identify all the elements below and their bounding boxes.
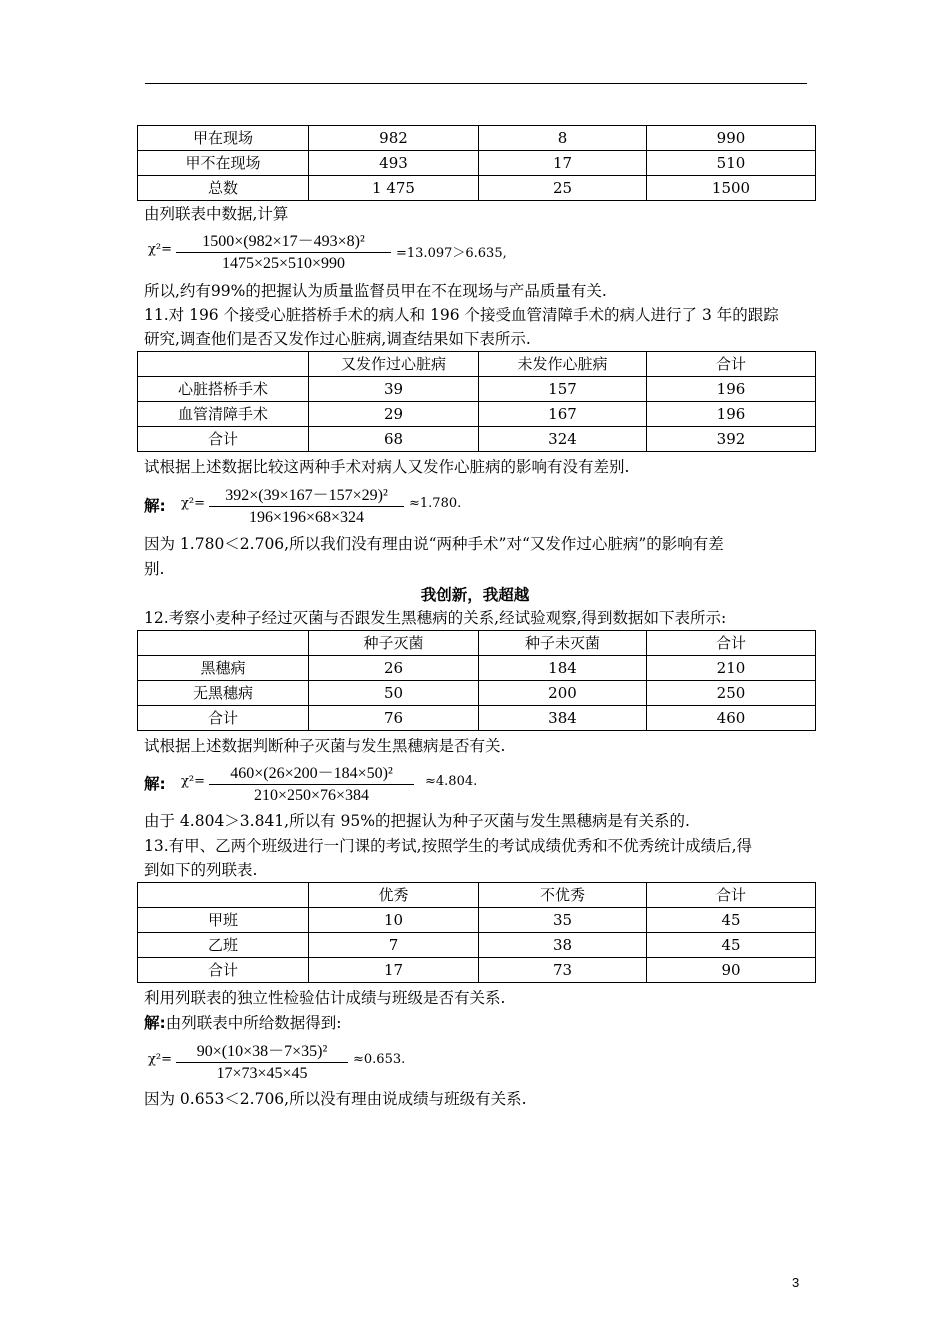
numerator: 460×(26×200－184×50)² — [230, 765, 393, 782]
calc-intro: 由列联表中数据,计算 — [144, 205, 289, 223]
table-row — [138, 656, 816, 681]
table-3 — [137, 630, 816, 731]
table-cell: 种子未灭菌 — [479, 631, 647, 656]
table-cell: 种子灭菌 — [309, 631, 479, 656]
table-cell: 乙班 — [138, 933, 309, 958]
fraction-bar — [176, 252, 391, 253]
table-cell: 460 — [647, 706, 816, 731]
table-row — [138, 352, 816, 377]
solution-label: 解: — [144, 775, 166, 793]
fraction-bar — [176, 1062, 348, 1063]
table-cell: 甲在现场 — [138, 126, 309, 151]
header-rule — [145, 83, 807, 84]
table-cell: 合计 — [647, 631, 816, 656]
table-cell: 184 — [479, 656, 647, 681]
denominator: 1475×25×510×990 — [221, 255, 346, 272]
solution-label: 解: — [144, 497, 166, 515]
table-row — [138, 377, 816, 402]
table-row — [138, 427, 816, 452]
formula-3 — [181, 758, 521, 808]
table-cell: 26 — [309, 656, 479, 681]
table-cell: 50 — [309, 681, 479, 706]
solution-text: 由列联表中所给数据得到: — [165, 1014, 342, 1032]
question-13-line-1: 13.有甲、乙两个班级进行一门课的考试,按照学生的考试成绩优秀和不优秀统计成绩后,得 — [144, 837, 753, 855]
conclusion-11-line-2: 别. — [144, 560, 165, 578]
solution-label: 解: — [144, 1014, 166, 1032]
numerator: 90×(10×38－7×35)² — [196, 1043, 328, 1060]
fraction — [209, 480, 404, 530]
table-cell: 324 — [479, 427, 647, 452]
table-row — [138, 681, 816, 706]
table-cell: 196 — [647, 402, 816, 427]
table-cell: 优秀 — [309, 883, 479, 908]
conclusion-1: 所以,约有99%的把握认为质量监督员甲在不在现场与产品质量有关. — [144, 282, 607, 300]
table-cell: 8 — [479, 126, 647, 151]
chi-square-label: χ²= — [148, 242, 172, 257]
chi-square-label: χ²= — [181, 774, 205, 789]
table-cell: 45 — [647, 933, 816, 958]
table-4 — [137, 882, 816, 983]
denominator: 196×196×68×324 — [248, 509, 365, 526]
table-row — [138, 176, 816, 201]
table-cell: 384 — [479, 706, 647, 731]
table-cell: 29 — [309, 402, 479, 427]
table-cell: 7 — [309, 933, 479, 958]
solution-13 — [144, 1012, 341, 1034]
fraction — [209, 758, 414, 808]
result: =13.097＞6.635, — [396, 246, 507, 261]
table-cell: 未发作心脏病 — [479, 352, 647, 377]
table-row — [138, 883, 816, 908]
table-row — [138, 151, 816, 176]
table-cell: 合计 — [138, 958, 309, 983]
table-cell: 17 — [479, 151, 647, 176]
table-cell: 甲不在现场 — [138, 151, 309, 176]
table-cell: 493 — [309, 151, 479, 176]
question-13-line-2: 到如下的列联表. — [144, 861, 258, 879]
table-cell: 1500 — [647, 176, 816, 201]
table-cell: 35 — [479, 908, 647, 933]
table-cell: 250 — [647, 681, 816, 706]
question-11-line-1: 11.对 196 个接受心脏搭桥手术的病人和 196 个接受血管清障手术的病人进行了 3 年的跟踪 — [144, 306, 779, 324]
table-cell: 25 — [479, 176, 647, 201]
table-row — [138, 631, 816, 656]
section-title: 我创新，我超越 — [420, 586, 530, 604]
table-cell: 210 — [647, 656, 816, 681]
formula-2 — [181, 480, 521, 530]
fraction-bar — [209, 506, 404, 507]
table-cell: 73 — [479, 958, 647, 983]
table-cell: 17 — [309, 958, 479, 983]
table-cell: 黑穗病 — [138, 656, 309, 681]
question-11-ask: 试根据上述数据比较这两种手术对病人又发作心脏病的影响有没有差别. — [144, 458, 630, 476]
numerator: 1500×(982×17－493×8)² — [202, 233, 365, 250]
fraction — [176, 226, 391, 276]
table-cell: 90 — [647, 958, 816, 983]
table-cell: 68 — [309, 427, 479, 452]
denominator: 210×250×76×384 — [253, 787, 370, 804]
table-cell: 45 — [647, 908, 816, 933]
table-cell: 又发作过心脏病 — [309, 352, 479, 377]
question-13-ask: 利用列联表的独立性检验估计成绩与班级是否有关系. — [144, 989, 506, 1007]
table-cell: 不优秀 — [479, 883, 647, 908]
table-cell: 510 — [647, 151, 816, 176]
fraction-bar — [209, 784, 414, 785]
result: ≈0.653. — [353, 1052, 406, 1067]
question-11-line-2: 研究,调查他们是否又发作过心脏病,调查结果如下表所示. — [144, 330, 531, 348]
table-cell: 总数 — [138, 176, 309, 201]
table-cell: 990 — [647, 126, 816, 151]
table-row — [138, 706, 816, 731]
question-12: 12.考察小麦种子经过灭菌与否跟发生黑穗病的关系,经试验观察,得到数据如下表所示: — [144, 609, 727, 627]
result: ≈4.804. — [425, 774, 478, 789]
table-cell — [138, 631, 309, 656]
table-row — [138, 402, 816, 427]
table-cell: 无黑穗病 — [138, 681, 309, 706]
question-12-ask: 试根据上述数据判断种子灭菌与发生黑穗病是否有关. — [144, 737, 506, 755]
fraction — [176, 1036, 348, 1086]
conclusion-12: 由于 4.804＞3.841,所以有 95%的把握认为种子灭菌与发生黑穗病是有关系的. — [144, 812, 690, 830]
table-cell: 合计 — [647, 883, 816, 908]
denominator: 17×73×45×45 — [216, 1065, 308, 1082]
table-row — [138, 933, 816, 958]
table-row — [138, 126, 816, 151]
conclusion-13: 因为 0.653＜2.706,所以没有理由说成绩与班级有关系. — [144, 1090, 527, 1108]
table-2 — [137, 351, 816, 452]
table-cell — [138, 883, 309, 908]
table-cell: 200 — [479, 681, 647, 706]
table-row — [138, 958, 816, 983]
table-cell: 合计 — [138, 706, 309, 731]
table-cell: 10 — [309, 908, 479, 933]
result: ≈1.780. — [409, 496, 462, 511]
formula-4 — [148, 1036, 448, 1086]
table-cell: 982 — [309, 126, 479, 151]
table-1 — [137, 125, 816, 201]
table-row — [138, 908, 816, 933]
page-number: 3 — [792, 1275, 800, 1290]
table-cell: 甲班 — [138, 908, 309, 933]
table-cell: 39 — [309, 377, 479, 402]
table-cell: 合计 — [138, 427, 309, 452]
table-cell: 167 — [479, 402, 647, 427]
table-cell: 76 — [309, 706, 479, 731]
table-cell: 1 475 — [309, 176, 479, 201]
numerator: 392×(39×167－157×29)² — [225, 487, 388, 504]
table-cell: 38 — [479, 933, 647, 958]
table-cell — [138, 352, 309, 377]
formula-1 — [148, 226, 548, 276]
table-cell: 血管清障手术 — [138, 402, 309, 427]
chi-square-label: χ²= — [181, 496, 205, 511]
table-cell: 心脏搭桥手术 — [138, 377, 309, 402]
conclusion-11-line-1: 因为 1.780＜2.706,所以我们没有理由说“两种手术”对“又发作过心脏病”的影响有差 — [144, 535, 724, 553]
table-cell: 157 — [479, 377, 647, 402]
table-cell: 合计 — [647, 352, 816, 377]
table-cell: 196 — [647, 377, 816, 402]
chi-square-label: χ²= — [148, 1052, 172, 1067]
table-cell: 392 — [647, 427, 816, 452]
